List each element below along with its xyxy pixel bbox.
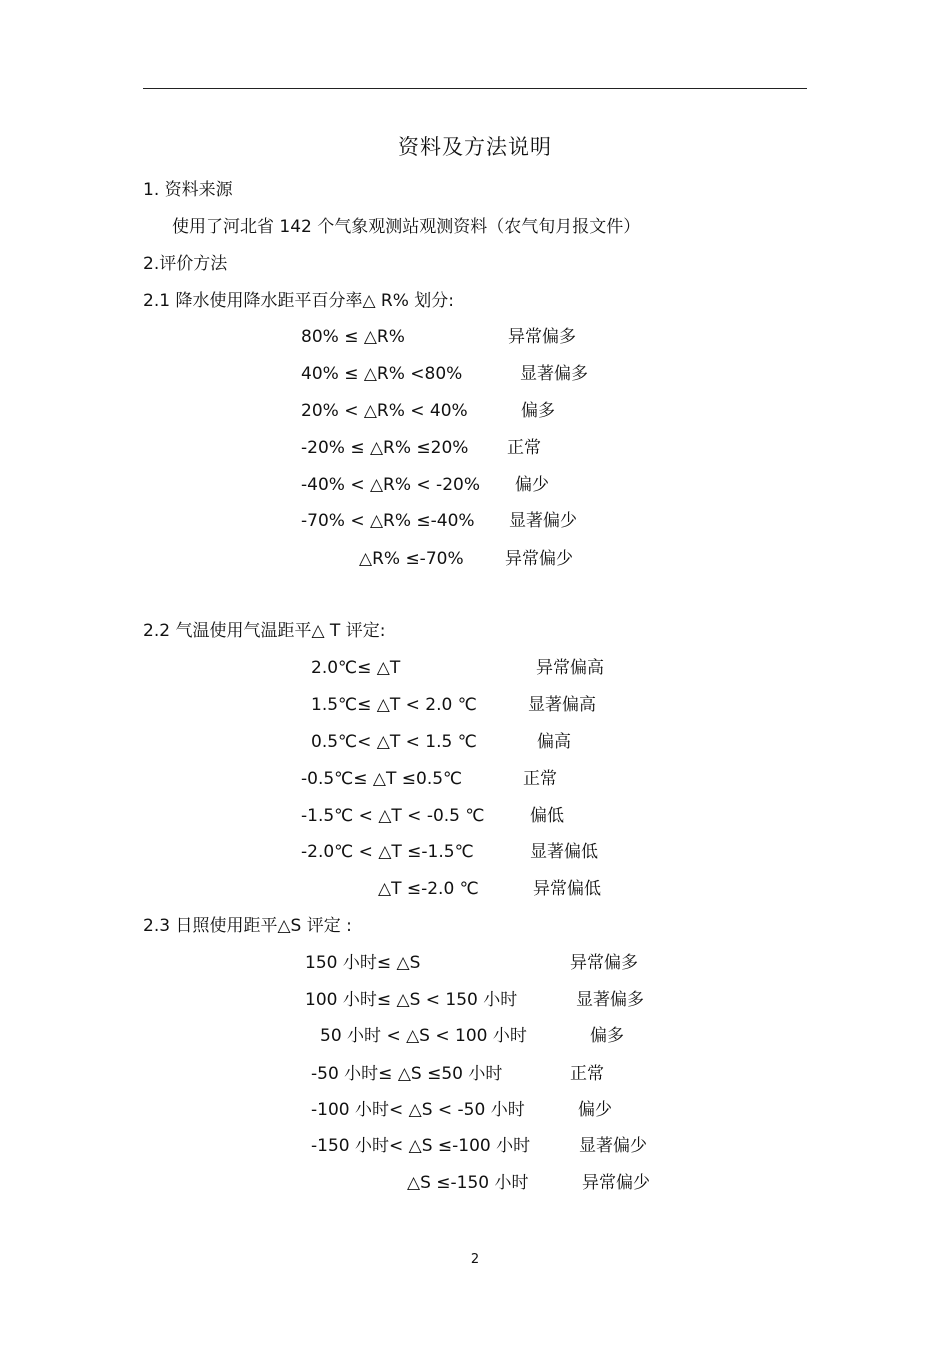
sun-cond: -150 小时< △S ≤-100 小时: [311, 1136, 531, 1156]
sun-label: 异常偏多: [570, 953, 638, 973]
precip-cond: -20% ≤ △R% ≤20%: [301, 438, 469, 458]
sun-cond: △S ≤-150 小时: [407, 1173, 529, 1193]
precip-label: 偏多: [521, 401, 555, 421]
sun-cond: 100 小时≤ △S < 150 小时: [305, 990, 518, 1010]
sun-cond: -50 小时≤ △S ≤50 小时: [311, 1064, 503, 1084]
precip-label: 偏少: [515, 475, 549, 495]
sun-label: 正常: [570, 1064, 604, 1084]
precip-label: 正常: [507, 438, 541, 458]
precip-cond: 20% < △R% < 40%: [301, 401, 468, 421]
temp-cond: 1.5℃≤ △T < 2.0 ℃: [311, 695, 477, 715]
page-number: 2: [470, 1252, 480, 1267]
precip-label: 异常偏少: [505, 549, 573, 569]
temp-cond: -0.5℃≤ △T ≤0.5℃: [301, 769, 463, 789]
temp-cond: △T ≤-2.0 ℃: [378, 879, 479, 899]
precip-cond: -40% < △R% < -20%: [301, 475, 480, 495]
sun-label: 异常偏少: [582, 1173, 650, 1193]
sun-cond: 150 小时≤ △S: [305, 953, 421, 973]
precip-cond: 40% ≤ △R% <80%: [301, 364, 463, 384]
temp-label: 异常偏高: [536, 658, 604, 678]
temp-label: 显著偏高: [528, 695, 596, 715]
temp-label: 偏高: [537, 732, 571, 752]
temp-label: 正常: [523, 769, 557, 789]
precip-cond: 80% ≤ △R%: [301, 327, 405, 347]
precip-label: 显著偏多: [520, 364, 588, 384]
sun-heading: 2.3 日照使用距平△S 评定 :: [143, 916, 352, 936]
precip-label: 异常偏多: [508, 327, 576, 347]
temp-cond: -2.0℃ < △T ≤-1.5℃: [301, 842, 474, 862]
header-rule: [143, 88, 807, 89]
temp-label: 偏低: [530, 806, 564, 826]
section2-heading: 2.评价方法: [143, 254, 228, 274]
sun-label: 偏少: [578, 1100, 612, 1120]
precip-cond: -70% < △R% ≤-40%: [301, 511, 475, 531]
sun-label: 偏多: [590, 1026, 624, 1046]
section1-text: 使用了河北省 142 个气象观测站观测资料（农气旬月报文件）: [172, 217, 641, 237]
sun-cond: 50 小时 < △S < 100 小时: [320, 1026, 527, 1046]
precip-cond: △R% ≤-70%: [359, 549, 464, 569]
temp-cond: 0.5℃< △T < 1.5 ℃: [311, 732, 477, 752]
page-title: 资料及方法说明: [398, 135, 552, 159]
precip-label: 显著偏少: [509, 511, 577, 531]
sun-label: 显著偏少: [579, 1136, 647, 1156]
sun-cond: -100 小时< △S < -50 小时: [311, 1100, 525, 1120]
temp-cond: -1.5℃ < △T < -0.5 ℃: [301, 806, 485, 826]
temp-heading: 2.2 气温使用气温距平△ T 评定:: [143, 621, 386, 641]
temp-cond: 2.0℃≤ △T: [311, 658, 401, 678]
temp-label: 异常偏低: [533, 879, 601, 899]
sun-label: 显著偏多: [576, 990, 644, 1010]
section1-heading: 1. 资料来源: [143, 180, 233, 200]
temp-label: 显著偏低: [530, 842, 598, 862]
precip-heading: 2.1 降水使用降水距平百分率△ R% 划分:: [143, 291, 455, 311]
